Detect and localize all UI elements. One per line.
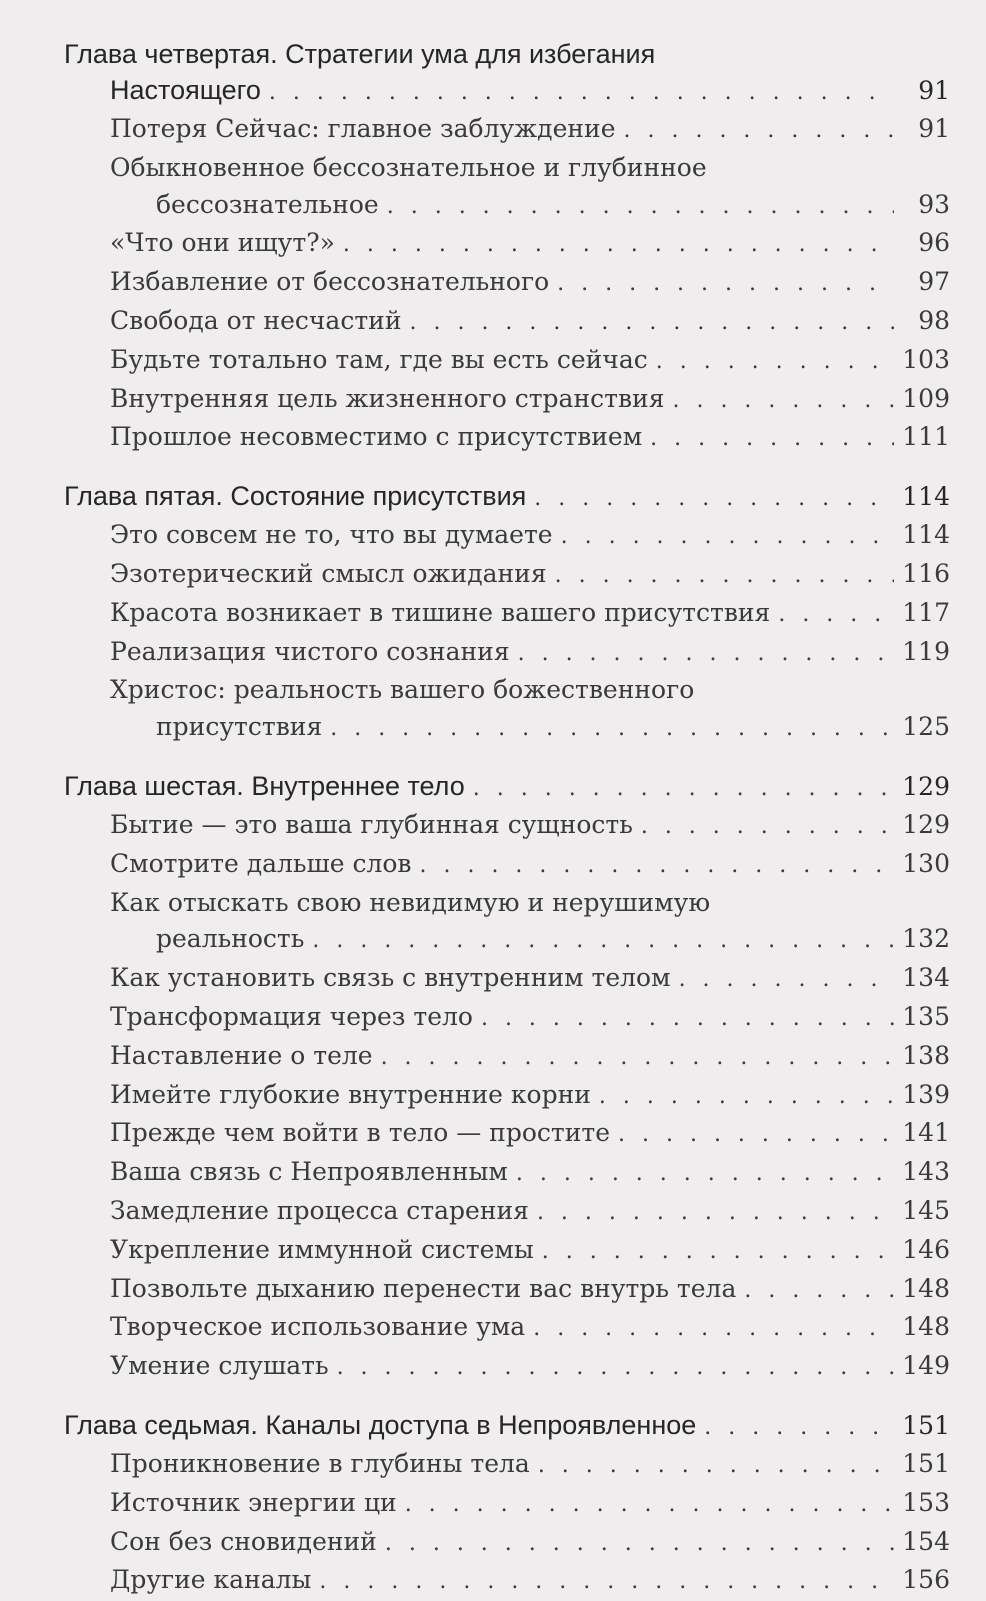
page-number: 96 (918, 228, 950, 258)
dot-leader (405, 1487, 894, 1524)
dot-leader (650, 421, 894, 458)
section-title: Будьте тотально там, где вы есть сейчас (110, 344, 648, 374)
page-number: 119 (902, 636, 950, 666)
toc-entry[interactable] (110, 846, 950, 885)
dot-leader (516, 1156, 894, 1193)
section-title: Творческое использование ума (110, 1312, 526, 1342)
chapter-title: Глава шестая. Внутреннее тело (64, 770, 465, 801)
chapter-title: Глава четвертая. Стратегии ума для избегания (64, 39, 656, 69)
dot-leader (641, 809, 894, 846)
section-title: Это совсем не то, что вы думаете (110, 520, 553, 550)
page-number: 98 (918, 305, 950, 335)
toc-entry[interactable] (156, 921, 950, 960)
toc-entry[interactable] (110, 72, 950, 111)
chapter-title: Глава пятая. Состояние присутствия (64, 481, 527, 512)
page-number: 139 (902, 1079, 950, 1109)
dot-leader (672, 383, 894, 420)
page-number: 114 (902, 520, 950, 550)
dot-leader (419, 848, 894, 885)
page-number: 116 (902, 558, 950, 588)
section-title: Источник энергии ци (110, 1487, 397, 1517)
dot-leader (385, 1526, 894, 1563)
page-number: 114 (902, 482, 950, 512)
dot-leader (518, 636, 894, 673)
page-number: 154 (902, 1526, 950, 1556)
page-number: 143 (902, 1157, 950, 1187)
dot-leader (343, 227, 894, 264)
toc-entry[interactable] (110, 381, 950, 420)
dot-leader (473, 771, 894, 807)
toc-entry[interactable] (110, 111, 950, 150)
toc-entry[interactable] (110, 1348, 950, 1387)
dot-leader (330, 711, 894, 748)
toc-entry[interactable] (156, 709, 950, 748)
section-title-continued: присутствия (156, 712, 323, 742)
dot-leader (778, 597, 894, 634)
section-title: Эзотерический смысл ожидания (110, 558, 547, 588)
toc-entry[interactable] (110, 1077, 950, 1116)
dot-leader (269, 75, 894, 111)
chapter-4 (52, 36, 950, 458)
section-title: Трансформация через тело (110, 1001, 473, 1031)
chapter-title-continued: Настоящего (110, 75, 261, 105)
dot-leader (704, 1410, 894, 1446)
dot-leader (537, 1195, 894, 1232)
page-number: 151 (902, 1410, 950, 1440)
section-title: Прошлое несовместимо с присутствием (110, 422, 643, 452)
section-title: Красота возникает в тишине вашего присутствия (110, 597, 771, 627)
section-title: Потеря Сейчас: главное заблуждение (110, 114, 616, 143)
section-title: Как установить связь с внутренним телом (110, 963, 671, 993)
section-title: Свобода от несчастий (110, 305, 402, 335)
page-number: 134 (902, 963, 950, 993)
toc-entry[interactable] (110, 1446, 950, 1485)
section-title: Бытие — это ваша глубинная сущность (110, 809, 633, 839)
page-number: 148 (902, 1273, 950, 1303)
dot-leader (337, 1350, 894, 1387)
toc-entry[interactable] (110, 264, 950, 303)
dot-leader (555, 558, 894, 595)
toc-entry[interactable] (110, 960, 950, 999)
section-title: Внутренняя цель жизненного странствия (110, 383, 665, 413)
section-title: Умение слушать (110, 1351, 329, 1381)
chapter-5 (52, 478, 950, 748)
page-number: 138 (902, 1040, 950, 1070)
toc-entry[interactable] (110, 342, 950, 381)
dot-leader (533, 1311, 894, 1348)
page-number: 135 (902, 1001, 950, 1031)
page-number: 97 (918, 267, 950, 297)
section-title: Наставление о теле (110, 1040, 373, 1070)
section-title: Замедление процесса старения (110, 1195, 529, 1225)
dot-leader (534, 481, 894, 517)
page-number: 145 (902, 1195, 950, 1225)
toc-entry[interactable] (110, 595, 950, 634)
toc-entry[interactable] (156, 187, 950, 226)
page-number: 117 (902, 597, 950, 627)
section-title: Реализация чистого сознания (110, 636, 510, 666)
toc-entry[interactable] (110, 634, 950, 673)
section-title: Другие каналы (110, 1565, 312, 1595)
page-number: 132 (902, 924, 950, 954)
section-title: Христос: реальность вашего божественного (110, 675, 695, 705)
dot-leader (538, 1448, 894, 1485)
page-number: 93 (918, 189, 950, 219)
page-number: 148 (902, 1312, 950, 1342)
toc-entry[interactable] (110, 303, 950, 342)
dot-leader (387, 189, 894, 226)
dot-leader (679, 962, 894, 999)
page-number: 91 (918, 76, 950, 105)
toc-entry[interactable] (110, 1524, 950, 1563)
page-number: 111 (902, 422, 950, 452)
section-title: Обыкновенное бессознательное и глубинное (110, 152, 707, 182)
section-title: Проникновение в глубины тела (110, 1448, 530, 1478)
section-title: Ваша связь с Непроявленным (110, 1157, 508, 1187)
toc-entry[interactable] (110, 1562, 950, 1601)
section-title: Сон без сновидений (110, 1526, 377, 1556)
page-number: 125 (902, 712, 950, 742)
toc-entry[interactable] (110, 1115, 950, 1154)
toc-entry[interactable] (110, 1485, 950, 1524)
page-number: 109 (902, 383, 950, 413)
toc-entry[interactable] (64, 1407, 950, 1446)
page-number: 129 (902, 771, 950, 801)
section-title: Избавление от бессознательного (110, 267, 550, 297)
toc-entry[interactable] (110, 1193, 950, 1232)
page-number: 141 (902, 1118, 950, 1148)
toc-entry[interactable] (110, 1232, 950, 1271)
toc-entry[interactable] (110, 517, 950, 556)
page-number: 91 (918, 114, 950, 143)
toc-entry[interactable] (110, 419, 950, 458)
dot-leader (409, 305, 894, 342)
section-title: Смотрите дальше слов (110, 848, 412, 878)
dot-leader (656, 344, 894, 381)
toc-entry[interactable] (64, 478, 950, 517)
section-title: «Что они ищут?» (110, 228, 335, 258)
page-number: 153 (902, 1487, 950, 1517)
section-title-continued: бессознательное (156, 189, 379, 219)
page-number: 103 (902, 344, 950, 374)
section-title: Укрепление иммунной системы (110, 1234, 534, 1264)
toc-entry[interactable] (110, 225, 950, 264)
page-number: 151 (902, 1448, 950, 1478)
toc-entry[interactable] (110, 1271, 950, 1310)
dot-leader (744, 1273, 894, 1310)
section-title-continued: реальность (156, 924, 305, 954)
toc-entry[interactable] (110, 1309, 950, 1348)
toc-entry[interactable] (110, 807, 950, 846)
chapter-7 (52, 1407, 950, 1601)
toc-entry[interactable] (110, 1154, 950, 1193)
dot-leader (624, 113, 895, 150)
page-number: 156 (902, 1565, 950, 1595)
page-number: 130 (902, 848, 950, 878)
toc-entry[interactable] (110, 999, 950, 1038)
toc-entry[interactable] (64, 768, 950, 807)
dot-leader (618, 1117, 894, 1154)
section-title: Имейте глубокие внутренние корни (110, 1079, 591, 1109)
dot-leader (561, 519, 894, 556)
dot-leader (381, 1040, 894, 1077)
page-number: 146 (902, 1234, 950, 1264)
dot-leader (481, 1001, 894, 1038)
section-title: Позвольте дыханию перенести вас внутрь тела (110, 1273, 737, 1303)
dot-leader (542, 1234, 894, 1271)
dot-leader (599, 1079, 894, 1116)
toc-entry[interactable] (110, 556, 950, 595)
page-number: 149 (902, 1351, 950, 1381)
section-title: Прежде чем войти в тело — простите (110, 1118, 610, 1148)
chapter-title: Глава седьмая. Каналы доступа в Непроявленное (64, 1409, 697, 1440)
chapter-6 (52, 768, 950, 1387)
section-title: Как отыскать свою невидимую и нерушимую (110, 887, 711, 917)
page-number: 129 (902, 809, 950, 839)
dot-leader (312, 923, 894, 960)
dot-leader (557, 266, 894, 303)
dot-leader (319, 1564, 894, 1601)
toc-entry[interactable] (110, 1038, 950, 1077)
